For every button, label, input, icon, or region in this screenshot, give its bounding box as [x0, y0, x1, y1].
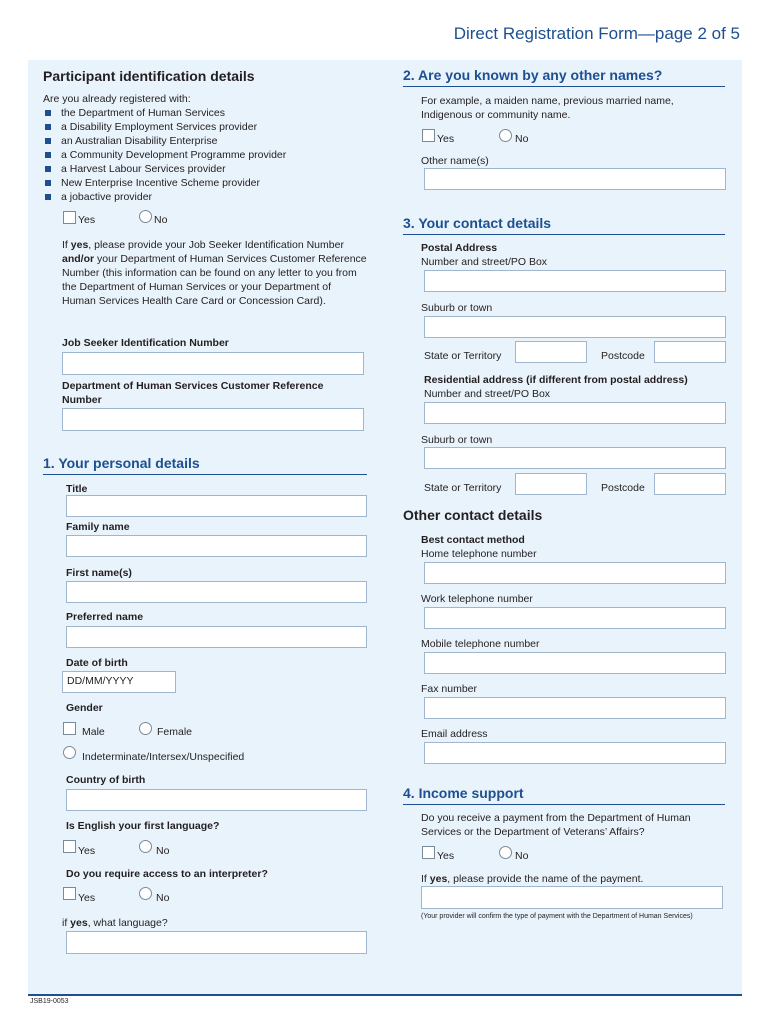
participant-heading: Participant identification details	[43, 68, 255, 84]
other-names-input[interactable]	[424, 168, 726, 190]
gender-male-label: Male	[82, 726, 105, 738]
other-names-no-radio[interactable]	[499, 129, 512, 142]
footer-code: JSB19-0053	[30, 998, 69, 1005]
country-input[interactable]	[66, 789, 367, 811]
family-name-input[interactable]	[66, 535, 367, 557]
list-item: a jobactive provider	[43, 190, 363, 204]
title-input[interactable]	[66, 495, 367, 517]
list-item: the Department of Human Services	[43, 106, 363, 120]
home-phone-input[interactable]	[424, 562, 726, 584]
other-names-example: For example, a maiden name, previous married name, Indigenous or community name.	[421, 95, 674, 121]
page-title: Direct Registration Form—page 2 of 5	[453, 24, 740, 43]
residential-postcode-input[interactable]	[654, 473, 726, 495]
other-names-yes-label: Yes	[437, 133, 455, 145]
section-2-title: 2. Are you known by any other names?	[403, 67, 725, 87]
other-names-yes-checkbox[interactable]	[422, 129, 435, 142]
dob-label: Date of birth	[66, 657, 128, 669]
residential-street-input[interactable]	[424, 402, 726, 424]
registered-yes-checkbox[interactable]	[63, 211, 76, 224]
postal-heading: Postal Address	[421, 242, 498, 254]
english-no-radio[interactable]	[139, 840, 152, 853]
registered-instructions: If yes, please provide your Job Seeker Identification Number and/or your Department of Human Services Customer Reference Number (this information can be found on any letter to you from the Department of Human Services or your Department of Human Services Health Care Card or Concession Card).	[62, 239, 367, 307]
other-names-label: Other name(s)	[421, 155, 489, 167]
crn-label: Department of Human Services Customer Reference Number	[62, 380, 324, 406]
english-question: Is English your first language?	[66, 820, 220, 832]
postal-suburb-label: Suburb or town	[421, 302, 493, 314]
fax-input[interactable]	[424, 697, 726, 719]
payment-note: (Your provider will confirm the type of payment with the Department of Human Services)	[421, 913, 693, 920]
income-question: Do you receive a payment from the Department of Human Services or the Department of Veterans’ Affairs?	[421, 812, 691, 838]
residential-heading: Residential address (if different from postal address)	[424, 374, 688, 386]
section-3-title: 3. Your contact details	[403, 215, 725, 235]
postal-postcode-label: Postcode	[601, 350, 645, 362]
preferred-name-label: Preferred name	[66, 611, 144, 623]
income-no-radio[interactable]	[499, 846, 512, 859]
interpreter-yes-label: Yes	[78, 892, 96, 904]
english-no-label: No	[156, 845, 170, 857]
other-contact-heading: Other contact details	[403, 507, 543, 523]
registered-no-radio[interactable]	[139, 210, 152, 223]
language-question: if yes, what language?	[62, 917, 168, 929]
residential-suburb-label: Suburb or town	[421, 434, 493, 446]
residential-suburb-input[interactable]	[424, 447, 726, 469]
work-phone-input[interactable]	[424, 607, 726, 629]
registration-list	[43, 106, 363, 204]
fax-label: Fax number	[421, 683, 478, 695]
postal-postcode-input[interactable]	[654, 341, 726, 363]
jsid-label: Job Seeker Identification Number	[62, 337, 229, 349]
list-item: an Australian Disability Enterprise	[43, 134, 363, 148]
first-name-input[interactable]	[66, 581, 367, 603]
family-name-label: Family name	[66, 521, 130, 533]
participant-intro: Are you already registered with:	[43, 93, 191, 105]
gender-indeterminate-radio[interactable]	[63, 746, 76, 759]
best-method-label: Best contact method	[421, 534, 525, 546]
home-phone-label: Home telephone number	[421, 548, 537, 560]
mobile-phone-label: Mobile telephone number	[421, 638, 540, 650]
residential-postcode-label: Postcode	[601, 482, 645, 494]
section-1-title: 1. Your personal details	[43, 455, 367, 475]
gender-label: Gender	[66, 702, 103, 714]
work-phone-label: Work telephone number	[421, 593, 533, 605]
language-input[interactable]	[66, 931, 367, 954]
income-yes-label: Yes	[437, 850, 455, 862]
postal-state-input[interactable]	[515, 341, 587, 363]
preferred-name-input[interactable]	[66, 626, 367, 648]
interpreter-question: Do you require access to an interpreter?	[66, 868, 268, 880]
residential-state-input[interactable]	[515, 473, 587, 495]
postal-state-label: State or Territory	[424, 350, 502, 362]
gender-male-checkbox[interactable]	[63, 722, 76, 735]
dob-input[interactable]: DD/MM/YYYY	[62, 671, 176, 693]
gender-indeterminate-label: Indeterminate/Intersex/Unspecified	[82, 751, 245, 763]
list-item: New Enterprise Incentive Scheme provider	[43, 176, 363, 190]
residential-street-label: Number and street/PO Box	[424, 388, 551, 400]
gender-female-radio[interactable]	[139, 722, 152, 735]
title-label: Title	[66, 483, 88, 495]
list-item: a Harvest Labour Services provider	[43, 162, 363, 176]
postal-street-input[interactable]	[424, 270, 726, 292]
postal-street-label: Number and street/PO Box	[421, 256, 548, 268]
list-item: a Community Development Programme provider	[43, 148, 363, 162]
mobile-phone-input[interactable]	[424, 652, 726, 674]
payment-instruction: If yes, please provide the name of the payment.	[421, 873, 644, 885]
bottom-rule	[28, 994, 742, 996]
income-no-label: No	[515, 850, 529, 862]
email-label: Email address	[421, 728, 488, 740]
residential-state-label: State or Territory	[424, 482, 502, 494]
other-names-no-label: No	[515, 133, 529, 145]
email-input[interactable]	[424, 742, 726, 764]
jsid-input[interactable]	[62, 352, 364, 375]
postal-suburb-input[interactable]	[424, 316, 726, 338]
first-name-label: First name(s)	[66, 567, 132, 579]
payment-name-input[interactable]	[421, 886, 723, 909]
registered-yes-label: Yes	[78, 214, 96, 226]
section-4-title: 4. Income support	[403, 785, 725, 805]
income-yes-checkbox[interactable]	[422, 846, 435, 859]
english-yes-checkbox[interactable]	[63, 840, 76, 853]
interpreter-yes-checkbox[interactable]	[63, 887, 76, 900]
interpreter-no-radio[interactable]	[139, 887, 152, 900]
crn-input[interactable]	[62, 408, 364, 431]
list-item: a Disability Employment Services provider	[43, 120, 363, 134]
english-yes-label: Yes	[78, 845, 96, 857]
interpreter-no-label: No	[156, 892, 170, 904]
gender-female-label: Female	[157, 726, 193, 738]
registered-no-label: No	[154, 214, 168, 226]
country-label: Country of birth	[66, 774, 146, 786]
